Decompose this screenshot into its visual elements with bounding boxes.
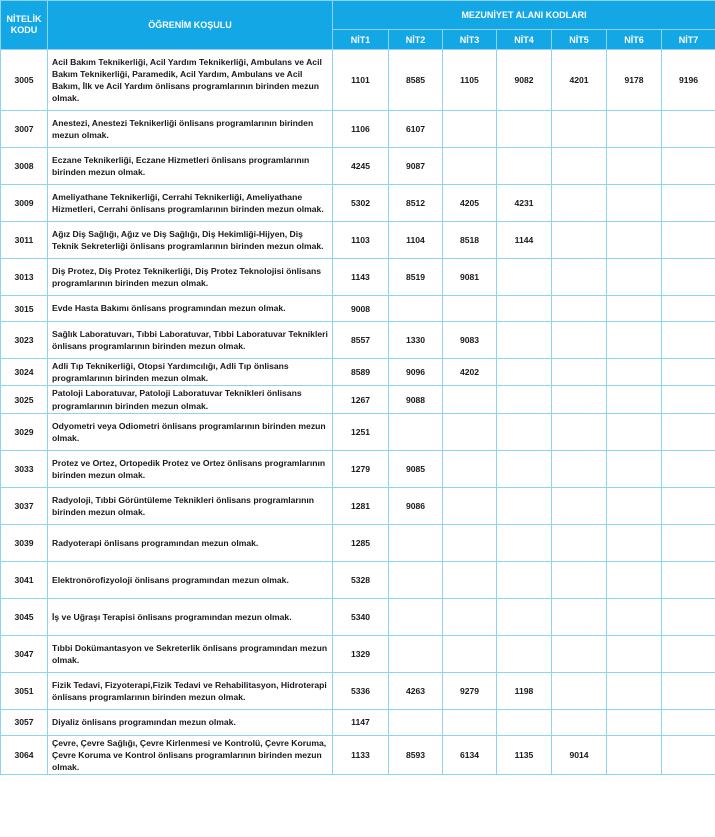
nit1-cell: 1103	[333, 222, 389, 259]
nit2-cell: 8585	[389, 50, 443, 111]
nitelik-kodu-cell: 3041	[1, 561, 48, 598]
table-row	[1, 487, 715, 524]
nit5-cell	[552, 561, 607, 598]
table-row	[1, 148, 715, 185]
table-row	[1, 561, 715, 598]
nit2-cell	[389, 635, 443, 672]
nitelik-kodu-cell: 3008	[1, 148, 48, 185]
nit7-cell	[662, 635, 715, 672]
nit4-cell: 1198	[497, 672, 552, 709]
table-body	[1, 50, 715, 775]
nit3-cell	[443, 635, 497, 672]
nit7-cell	[662, 386, 715, 413]
nit6-cell	[607, 487, 662, 524]
nit1-cell: 9008	[333, 296, 389, 322]
nit5-cell	[552, 386, 607, 413]
nit2-cell	[389, 598, 443, 635]
header-nit5: NİT5	[552, 30, 607, 50]
table-row	[1, 413, 715, 450]
nit5-cell	[552, 598, 607, 635]
nit5-cell	[552, 111, 607, 148]
table-row	[1, 111, 715, 148]
nit5-cell	[552, 259, 607, 296]
header-ogrenim-kosulu: ÖĞRENİM KOŞULU	[48, 1, 333, 50]
header-nitelik-kodu	[1, 1, 48, 50]
nit1-cell: 5328	[333, 561, 389, 598]
nit1-cell: 1106	[333, 111, 389, 148]
nit4-cell	[497, 111, 552, 148]
nit7-cell	[662, 111, 715, 148]
nit2-cell: 6107	[389, 111, 443, 148]
nitelik-kodu-cell: 3033	[1, 450, 48, 487]
nit3-cell	[443, 296, 497, 322]
nit1-cell: 1285	[333, 524, 389, 561]
nit1-cell: 1147	[333, 709, 389, 735]
nit4-cell: 1135	[497, 735, 552, 775]
nit7-cell	[662, 359, 715, 386]
nit1-cell: 1251	[333, 413, 389, 450]
nit3-cell	[443, 524, 497, 561]
nit6-cell	[607, 322, 662, 359]
nit3-cell	[443, 111, 497, 148]
ogrenim-kosulu-cell: Tıbbi Dokümantasyon ve Sekreterlik önlisans programından mezun olmak.	[48, 635, 333, 672]
nit6-cell	[607, 222, 662, 259]
ogrenim-kosulu-cell: Acil Bakım Teknikerliği, Acil Yardım Teknikerliği, Ambulans ve Acil Bakım Teknikerliği, Paramedik, Acil Yardım, Ambulans ve Acil Bakım, İlk ve Acil Yardım önlisans programlarının birinden mezun olmak.	[48, 50, 333, 111]
nit5-cell	[552, 487, 607, 524]
nitelik-kodu-cell: 3029	[1, 413, 48, 450]
nit3-cell	[443, 386, 497, 413]
nitelik-kodu-cell: 3025	[1, 386, 48, 413]
table-row	[1, 296, 715, 322]
nit3-cell	[443, 709, 497, 735]
header-nit6: NİT6	[607, 30, 662, 50]
nit4-cell	[497, 450, 552, 487]
header-nitelik-kodu-line2: KODU	[10, 25, 38, 35]
nit7-cell	[662, 259, 715, 296]
nit6-cell	[607, 598, 662, 635]
nit2-cell	[389, 524, 443, 561]
ogrenim-kosulu-cell: Ameliyathane Teknikerliği, Cerrahi Teknikerliği, Ameliyathane Hizmetleri, Cerrahi önlisans programlarının birinden mezun olmak.	[48, 185, 333, 222]
nit4-cell	[497, 413, 552, 450]
nit2-cell: 8519	[389, 259, 443, 296]
nit4-cell	[497, 359, 552, 386]
table-row	[1, 672, 715, 709]
ogrenim-kosulu-cell: Sağlık Laboratuvarı, Tıbbi Laboratuvar, Tıbbi Laboratuvar Teknikleri önlisans programlarının birinden mezun olmak.	[48, 322, 333, 359]
nit3-cell	[443, 413, 497, 450]
nit6-cell	[607, 524, 662, 561]
nit5-cell	[552, 359, 607, 386]
nit7-cell	[662, 709, 715, 735]
ogrenim-kosulu-cell: Elektronörofizyoloji önlisans programından mezun olmak.	[48, 561, 333, 598]
nit2-cell: 9096	[389, 359, 443, 386]
nit3-cell	[443, 450, 497, 487]
nit6-cell	[607, 450, 662, 487]
nit4-cell	[497, 524, 552, 561]
ogrenim-kosulu-cell: Anestezi, Anestezi Teknikerliği önlisans programlarının birinden mezun olmak.	[48, 111, 333, 148]
table-row	[1, 598, 715, 635]
nit7-cell	[662, 561, 715, 598]
table-row	[1, 185, 715, 222]
nit2-cell: 8512	[389, 185, 443, 222]
nit5-cell	[552, 524, 607, 561]
nit5-cell	[552, 322, 607, 359]
nit4-cell	[497, 709, 552, 735]
header-nit4: NİT4	[497, 30, 552, 50]
table-row	[1, 322, 715, 359]
nit5-cell	[552, 148, 607, 185]
nit4-cell: 4231	[497, 185, 552, 222]
nitelik-kodu-cell: 3051	[1, 672, 48, 709]
nit7-cell	[662, 148, 715, 185]
nit1-cell: 5302	[333, 185, 389, 222]
nit7-cell	[662, 450, 715, 487]
nit7-cell	[662, 413, 715, 450]
nit1-cell: 5336	[333, 672, 389, 709]
nit1-cell: 5340	[333, 598, 389, 635]
ogrenim-kosulu-cell: Eczane Teknikerliği, Eczane Hizmetleri önlisans programlarının birinden mezun olmak.	[48, 148, 333, 185]
nitelik-kodu-cell: 3015	[1, 296, 48, 322]
nitelik-kodu-cell: 3047	[1, 635, 48, 672]
ogrenim-kosulu-cell: Diyaliz önlisans programından mezun olmak.	[48, 709, 333, 735]
nit1-cell: 1281	[333, 487, 389, 524]
ogrenim-kosulu-cell: Diş Protez, Diş Protez Teknikerliği, Diş Protez Teknolojisi önlisans programlarının birinden mezun olmak.	[48, 259, 333, 296]
nit2-cell: 9088	[389, 386, 443, 413]
nit7-cell: 9196	[662, 50, 715, 111]
nit6-cell	[607, 672, 662, 709]
nitelik-kodu-cell: 3007	[1, 111, 48, 148]
nitelik-kodu-cell: 3024	[1, 359, 48, 386]
ogrenim-kosulu-cell: Radyoloji, Tıbbi Görüntüleme Teknikleri önlisans programlarının birinden mezun olmak.	[48, 487, 333, 524]
table-row	[1, 709, 715, 735]
header-nit1: NİT1	[333, 30, 389, 50]
table-row	[1, 450, 715, 487]
nit6-cell	[607, 386, 662, 413]
nitelik-kodu-cell: 3023	[1, 322, 48, 359]
nit5-cell: 9014	[552, 735, 607, 775]
nit5-cell	[552, 672, 607, 709]
ogrenim-kosulu-cell: Fizik Tedavi, Fizyoterapi,Fizik Tedavi ve Rehabilitasyon, Hidroterapi önlisans programlarının birinden mezun olmak.	[48, 672, 333, 709]
nit6-cell	[607, 735, 662, 775]
nit6-cell	[607, 296, 662, 322]
nit3-cell: 9279	[443, 672, 497, 709]
nit4-cell	[497, 296, 552, 322]
ogrenim-kosulu-cell: Odyometri veya Odiometri önlisans programlarının birinden mezun olmak.	[48, 413, 333, 450]
nitelik-kodu-cell: 3039	[1, 524, 48, 561]
nitelik-kodu-cell: 3064	[1, 735, 48, 775]
nit1-cell: 4245	[333, 148, 389, 185]
nit7-cell	[662, 735, 715, 775]
nit2-cell	[389, 296, 443, 322]
nit5-cell	[552, 296, 607, 322]
nitelik-kodu-cell: 3037	[1, 487, 48, 524]
nit3-cell: 1105	[443, 50, 497, 111]
nitelik-kodu-cell: 3009	[1, 185, 48, 222]
nit7-cell	[662, 524, 715, 561]
nit7-cell	[662, 185, 715, 222]
nit4-cell	[497, 635, 552, 672]
nit6-cell	[607, 635, 662, 672]
header-nit2: NİT2	[389, 30, 443, 50]
table-row	[1, 50, 715, 111]
nitelik-kodu-cell: 3011	[1, 222, 48, 259]
nit1-cell: 1133	[333, 735, 389, 775]
nit7-cell	[662, 296, 715, 322]
ogrenim-kosulu-cell: Protez ve Ortez, Ortopedik Protez ve Ortez önlisans programlarının birinden mezun olmak.	[48, 450, 333, 487]
nit2-cell: 9087	[389, 148, 443, 185]
nit6-cell	[607, 561, 662, 598]
nit5-cell	[552, 413, 607, 450]
nit6-cell: 9178	[607, 50, 662, 111]
ogrenim-kosulu-cell: Çevre, Çevre Sağlığı, Çevre Kirlenmesi ve Kontrolü, Çevre Koruma, Çevre Koruma ve Kontrol önlisans programlarının birinden mezun olmak.	[48, 735, 333, 775]
nit3-cell: 4202	[443, 359, 497, 386]
nit3-cell: 6134	[443, 735, 497, 775]
nit4-cell: 9082	[497, 50, 552, 111]
table-row	[1, 359, 715, 386]
table-row	[1, 386, 715, 413]
nit4-cell	[497, 598, 552, 635]
nitelik-kodu-cell: 3045	[1, 598, 48, 635]
table-row	[1, 635, 715, 672]
nit1-cell: 8589	[333, 359, 389, 386]
nit4-cell	[497, 259, 552, 296]
nit3-cell	[443, 148, 497, 185]
ogrenim-kosulu-cell: Adli Tıp Teknikerliği, Otopsi Yardımcılığı, Adli Tıp önlisans programlarının birinden mezun olmak.	[48, 359, 333, 386]
nit7-cell	[662, 487, 715, 524]
nit6-cell	[607, 359, 662, 386]
nitelik-kodu-cell: 3005	[1, 50, 48, 111]
table-row	[1, 222, 715, 259]
header-nitelik-kodu-line1: NİTELİK	[6, 14, 42, 24]
nit5-cell	[552, 450, 607, 487]
header-mezuniyet-alani-kodlari: MEZUNİYET ALANI KODLARI	[333, 1, 715, 30]
nit3-cell	[443, 598, 497, 635]
nit5-cell	[552, 185, 607, 222]
nit5-cell	[552, 222, 607, 259]
nit6-cell	[607, 259, 662, 296]
ogrenim-kosulu-cell: Radyoterapi önlisans programından mezun olmak.	[48, 524, 333, 561]
nit3-cell: 8518	[443, 222, 497, 259]
ogrenim-kosulu-cell: İş ve Uğraşı Terapisi önlisans programından mezun olmak.	[48, 598, 333, 635]
nit4-cell	[497, 148, 552, 185]
nit3-cell: 9081	[443, 259, 497, 296]
ogrenim-kosulu-cell: Patoloji Laboratuvar, Patoloji Laboratuvar Teknikleri önlisans programlarının birinden mezun olmak.	[48, 386, 333, 413]
nit6-cell	[607, 709, 662, 735]
nit4-cell	[497, 386, 552, 413]
nit6-cell	[607, 413, 662, 450]
nit4-cell: 1144	[497, 222, 552, 259]
nit2-cell: 9085	[389, 450, 443, 487]
nit2-cell: 1104	[389, 222, 443, 259]
nit1-cell: 1101	[333, 50, 389, 111]
nit1-cell: 1279	[333, 450, 389, 487]
nit2-cell: 8593	[389, 735, 443, 775]
nit4-cell	[497, 322, 552, 359]
nit7-cell	[662, 222, 715, 259]
header-nit3: NİT3	[443, 30, 497, 50]
nit7-cell	[662, 322, 715, 359]
nit7-cell	[662, 672, 715, 709]
nit4-cell	[497, 487, 552, 524]
table-row	[1, 524, 715, 561]
nit3-cell: 4205	[443, 185, 497, 222]
nit3-cell	[443, 487, 497, 524]
nit5-cell	[552, 635, 607, 672]
nit2-cell: 9086	[389, 487, 443, 524]
nit7-cell	[662, 598, 715, 635]
nit6-cell	[607, 111, 662, 148]
nit1-cell: 1267	[333, 386, 389, 413]
table-row	[1, 735, 715, 775]
nit5-cell: 4201	[552, 50, 607, 111]
nit2-cell	[389, 413, 443, 450]
nit1-cell: 1329	[333, 635, 389, 672]
nit1-cell: 1143	[333, 259, 389, 296]
nit2-cell: 4263	[389, 672, 443, 709]
nitelik-kodu-cell: 3057	[1, 709, 48, 735]
nit2-cell	[389, 561, 443, 598]
nit4-cell	[497, 561, 552, 598]
ogrenim-kosulu-cell: Ağız Diş Sağlığı, Ağız ve Diş Sağlığı, Diş Hekimliği-Hijyen, Diş Teknik Sekreterliği önlisans programlarının birinden mezun olmak.	[48, 222, 333, 259]
nit2-cell	[389, 709, 443, 735]
nit3-cell: 9083	[443, 322, 497, 359]
nit1-cell: 8557	[333, 322, 389, 359]
table-row	[1, 259, 715, 296]
nit6-cell	[607, 148, 662, 185]
nit6-cell	[607, 185, 662, 222]
ogrenim-kosulu-cell: Evde Hasta Bakımı önlisans programından mezun olmak.	[48, 296, 333, 322]
nit5-cell	[552, 709, 607, 735]
nit2-cell: 1330	[389, 322, 443, 359]
nitelik-kodu-cell: 3013	[1, 259, 48, 296]
header-nit7: NİT7	[662, 30, 715, 50]
nit3-cell	[443, 561, 497, 598]
